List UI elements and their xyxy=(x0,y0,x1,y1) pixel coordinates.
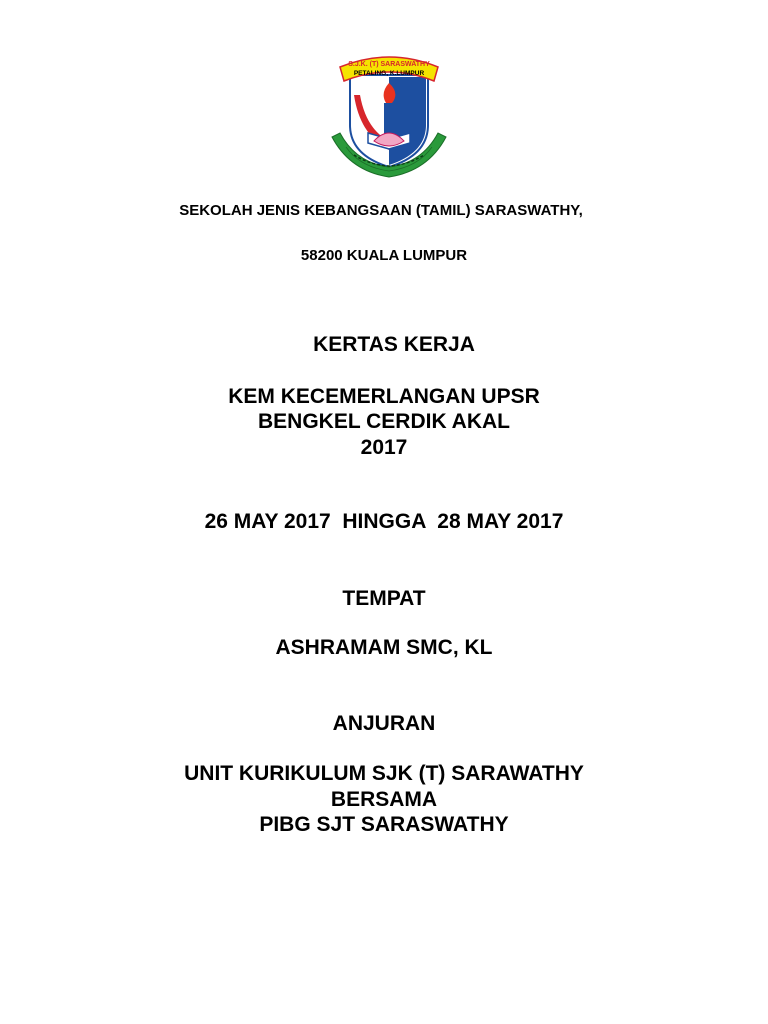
crest-shield-right xyxy=(389,77,426,165)
document-title-line: BENGKEL CERDIK AKAL xyxy=(257,410,510,433)
document-title-line: KEM KECEMERLANGAN UPSR xyxy=(228,385,540,408)
top-ribbon-text-2: PETALING, K.LUMPUR xyxy=(353,70,425,77)
crest-shield-left xyxy=(352,77,389,165)
document-type: KERTAS KERJA xyxy=(313,333,475,356)
school-name: SEKOLAH JENIS KEBANGSAAN (TAMIL) SARASWATHY, xyxy=(179,202,583,219)
torch-handle xyxy=(384,103,394,137)
school-address: 58200 KUALA LUMPUR xyxy=(300,247,468,264)
event-dates: 26 MAY 2017 HINGGA 28 MAY 2017 xyxy=(204,510,564,533)
document-title-line: 2017 xyxy=(360,436,408,459)
organiser-label: ANJURAN xyxy=(332,712,436,735)
organiser-line: PIBG SJT SARASWATHY xyxy=(259,813,509,836)
venue-label: TEMPAT xyxy=(342,587,426,610)
venue: ASHRAMAM SMC, KL xyxy=(275,636,493,659)
school-crest-logo xyxy=(330,45,448,180)
organiser-line: UNIT KURIKULUM SJK (T) SARAWATHY xyxy=(184,762,584,785)
top-ribbon-text-1: S.J.K. (T) SARASWATHY xyxy=(348,61,430,68)
organiser-line: BERSAMA xyxy=(330,788,438,811)
